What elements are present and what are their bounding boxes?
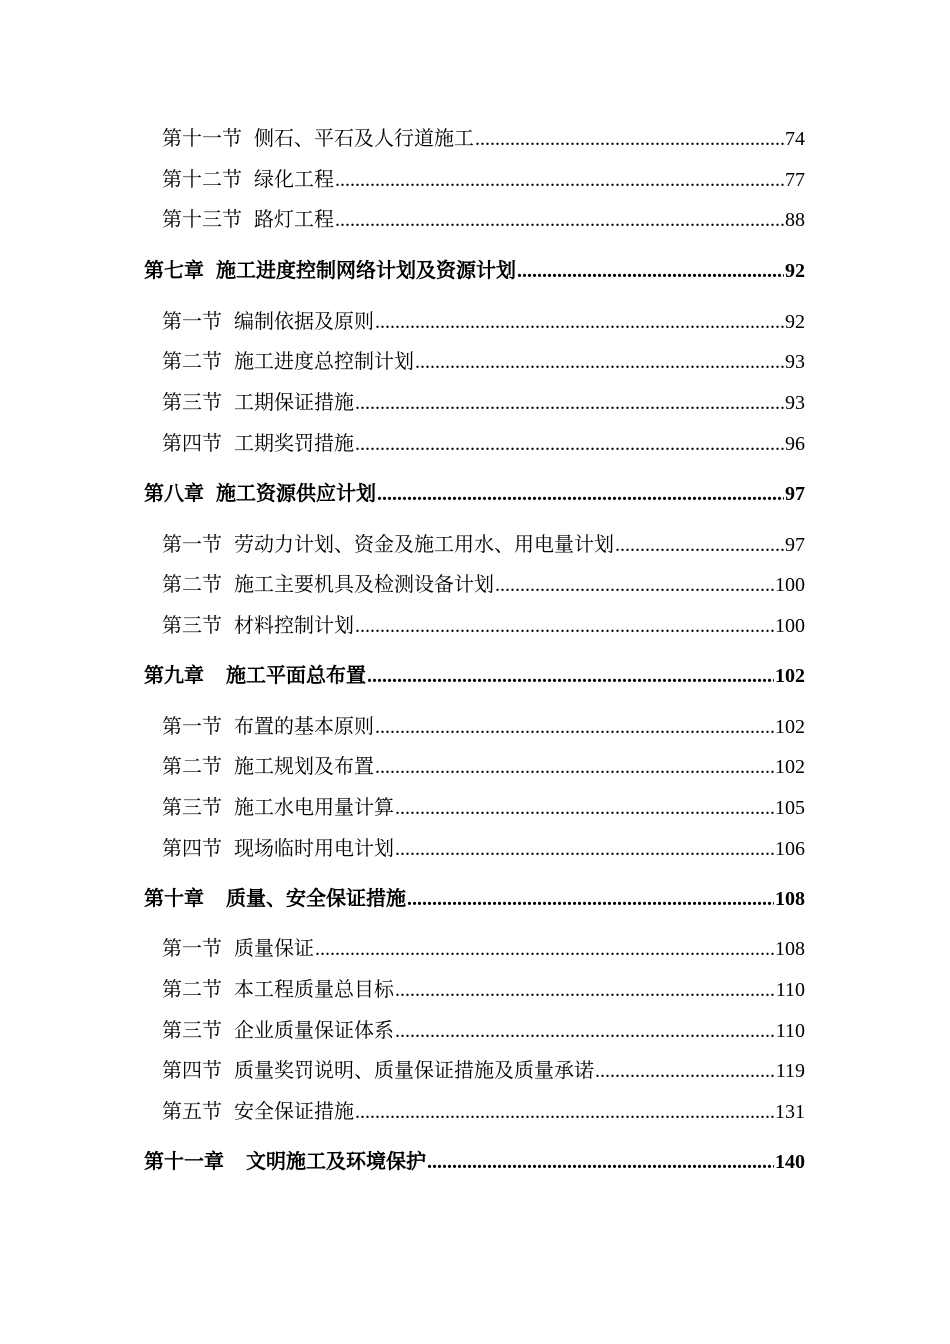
entry-page-number: 106 <box>775 838 805 860</box>
entry-title: 路灯工程 <box>254 207 334 231</box>
entry-label: 第三节 <box>162 795 222 819</box>
entry-page-number: 93 <box>785 351 805 373</box>
entry-page-number: 74 <box>785 128 805 150</box>
toc-entry-section[interactable] <box>162 973 805 1005</box>
entry-page-number: 119 <box>775 1060 805 1082</box>
entry-title: 材料控制计划 <box>234 613 354 637</box>
toc-entry-section[interactable] <box>162 528 805 560</box>
entry-label: 第十三节 <box>162 207 242 231</box>
dot-leader <box>495 569 774 601</box>
toc-entry-section[interactable] <box>162 832 805 864</box>
toc-entry-chapter[interactable] <box>144 254 805 286</box>
entry-title: 质量、安全保证措施 <box>226 886 406 910</box>
entry-title: 本工程质量总目标 <box>234 977 394 1001</box>
entry-title: 文明施工及环境保护 <box>246 1149 426 1173</box>
entry-page-number: 96 <box>785 433 805 455</box>
entry-title: 施工进度控制网络计划及资源计划 <box>216 258 516 282</box>
entry-page-number: 100 <box>775 574 805 596</box>
dot-leader <box>475 123 784 155</box>
entry-page-number: 108 <box>775 888 805 910</box>
entry-page-number: 92 <box>785 260 805 282</box>
dot-leader <box>355 428 784 460</box>
entry-label: 第十章 <box>144 886 204 910</box>
dot-leader <box>407 883 774 915</box>
entry-label: 第七章 <box>144 258 204 282</box>
dot-leader <box>367 660 774 692</box>
entry-page-number: 131 <box>775 1101 805 1123</box>
entry-label: 第十二节 <box>162 167 242 191</box>
entry-page-number: 102 <box>775 756 805 778</box>
entry-page-number: 88 <box>785 209 805 231</box>
entry-label: 第一节 <box>162 309 222 333</box>
dot-leader <box>335 164 784 196</box>
entry-title: 布置的基本原则 <box>234 714 374 738</box>
entry-page-number: 110 <box>775 979 805 1001</box>
dot-leader <box>375 711 774 743</box>
entry-page-number: 77 <box>785 169 805 191</box>
entry-label: 第九章 <box>144 663 204 687</box>
entry-page-number: 108 <box>775 938 805 960</box>
dot-leader <box>315 933 774 965</box>
entry-page-number: 92 <box>785 311 805 333</box>
entry-label: 第一节 <box>162 714 222 738</box>
toc-entry-section[interactable] <box>162 1014 805 1046</box>
dot-leader <box>517 255 784 287</box>
entry-title: 编制依据及原则 <box>234 309 374 333</box>
entry-title: 工期保证措施 <box>234 390 354 414</box>
entry-label: 第四节 <box>162 431 222 455</box>
entry-page-number: 97 <box>785 534 805 556</box>
entry-label: 第三节 <box>162 1018 222 1042</box>
toc-entry-section[interactable] <box>162 1095 805 1127</box>
toc-entry-section[interactable] <box>162 932 805 964</box>
dot-leader <box>615 529 784 561</box>
entry-page-number: 93 <box>785 392 805 414</box>
toc-entry-section[interactable] <box>162 427 805 459</box>
entry-page-number: 100 <box>775 615 805 637</box>
entry-label: 第一节 <box>162 532 222 556</box>
toc-entry-section[interactable] <box>162 122 805 154</box>
entry-title: 质量保证 <box>234 936 314 960</box>
entry-page-number: 97 <box>785 483 805 505</box>
entry-page-number: 102 <box>775 665 805 687</box>
entry-label: 第一节 <box>162 936 222 960</box>
entry-title: 劳动力计划、资金及施工用水、用电量计划 <box>234 532 614 556</box>
entry-label: 第五节 <box>162 1099 222 1123</box>
entry-page-number: 102 <box>775 716 805 738</box>
entry-label: 第四节 <box>162 836 222 860</box>
entry-page-number: 140 <box>775 1151 805 1173</box>
entry-title: 企业质量保证体系 <box>234 1018 394 1042</box>
toc-entry-section[interactable] <box>162 750 805 782</box>
dot-leader <box>377 478 784 510</box>
dot-leader <box>415 346 784 378</box>
dot-leader <box>395 974 775 1006</box>
toc-entry-section[interactable] <box>162 568 805 600</box>
entry-label: 第二节 <box>162 349 222 373</box>
toc-entry-section[interactable] <box>162 609 805 641</box>
dot-leader <box>375 306 784 338</box>
entry-title: 侧石、平石及人行道施工 <box>254 126 474 150</box>
dot-leader <box>395 792 774 824</box>
entry-title: 施工平面总布置 <box>226 663 366 687</box>
toc-entry-chapter[interactable] <box>144 659 805 691</box>
toc-entry-chapter[interactable] <box>144 882 805 914</box>
entry-label: 第三节 <box>162 390 222 414</box>
entry-page-number: 105 <box>775 797 805 819</box>
dot-leader <box>355 387 784 419</box>
dot-leader <box>595 1055 775 1087</box>
dot-leader <box>427 1146 774 1178</box>
toc-entry-section[interactable] <box>162 305 805 337</box>
entry-label: 第十一章 <box>144 1149 224 1173</box>
toc-entry-chapter[interactable] <box>144 477 805 509</box>
toc-entry-section[interactable] <box>162 163 805 195</box>
entry-label: 第二节 <box>162 754 222 778</box>
dot-leader <box>335 204 784 236</box>
dot-leader <box>355 1096 774 1128</box>
entry-title: 施工规划及布置 <box>234 754 374 778</box>
toc-entry-section[interactable] <box>162 791 805 823</box>
entry-label: 第十一节 <box>162 126 242 150</box>
toc-entry-chapter[interactable] <box>144 1145 805 1177</box>
dot-leader <box>375 751 774 783</box>
entry-page-number: 110 <box>775 1020 805 1042</box>
entry-title: 安全保证措施 <box>234 1099 354 1123</box>
entry-label: 第二节 <box>162 977 222 1001</box>
dot-leader <box>395 833 774 865</box>
entry-title: 施工水电用量计算 <box>234 795 394 819</box>
toc-entry-section[interactable] <box>162 203 805 235</box>
toc-entry-section[interactable] <box>162 710 805 742</box>
entry-title: 质量奖罚说明、质量保证措施及质量承诺 <box>234 1058 594 1082</box>
dot-leader <box>395 1015 775 1047</box>
entry-title: 绿化工程 <box>254 167 334 191</box>
entry-label: 第八章 <box>144 481 204 505</box>
entry-title: 现场临时用电计划 <box>234 836 394 860</box>
entry-label: 第四节 <box>162 1058 222 1082</box>
toc-entry-section[interactable] <box>162 1054 805 1086</box>
entry-title: 工期奖罚措施 <box>234 431 354 455</box>
entry-label: 第三节 <box>162 613 222 637</box>
entry-title: 施工进度总控制计划 <box>234 349 414 373</box>
entry-title: 施工主要机具及检测设备计划 <box>234 572 494 596</box>
entry-label: 第二节 <box>162 572 222 596</box>
toc-entry-section[interactable] <box>162 386 805 418</box>
dot-leader <box>355 610 774 642</box>
entry-title: 施工资源供应计划 <box>216 481 376 505</box>
toc-entry-section[interactable] <box>162 345 805 377</box>
